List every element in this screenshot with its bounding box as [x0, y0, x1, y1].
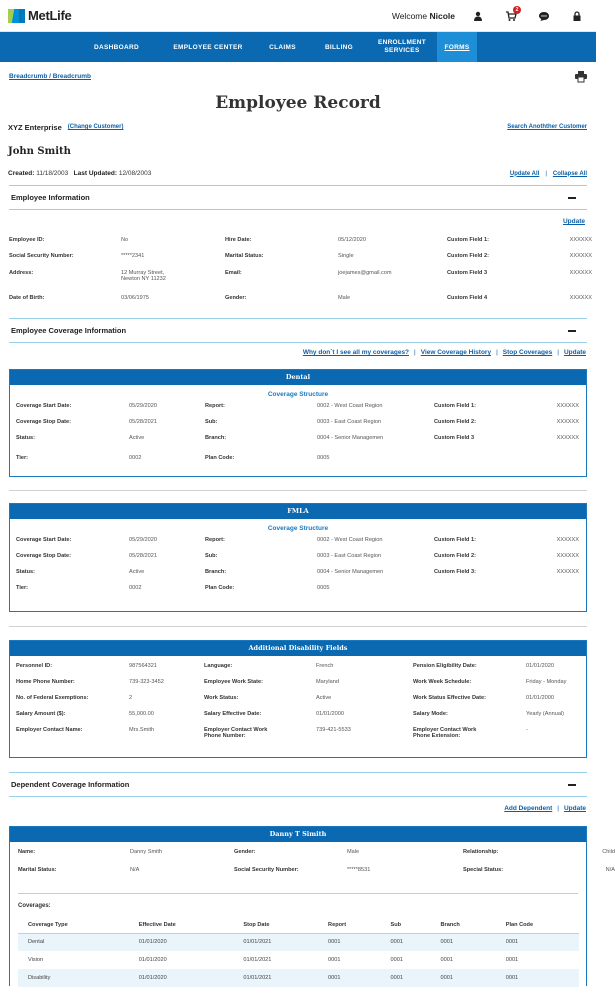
field-label: Marital Status:	[18, 867, 57, 873]
dental-card	[9, 369, 587, 477]
field-label: Coverage Start Date:	[16, 403, 72, 409]
table-cell: 0001	[431, 933, 496, 951]
field-value: 05/28/2021	[129, 419, 157, 425]
coverage-update-link[interactable]: Update	[563, 349, 586, 356]
field-label: Plan Code:	[205, 455, 235, 461]
field-label: Salary Effective Date:	[204, 711, 262, 717]
column-header: Sub	[380, 917, 430, 933]
table-cell: 0001	[390, 957, 403, 963]
field-label: Branch:	[205, 569, 227, 575]
field-label: Work Week Schedule:	[413, 679, 472, 685]
collapse-minus-icon[interactable]	[568, 784, 576, 786]
add-dependent-link[interactable]: Add Dependent	[504, 805, 553, 812]
field-label: No. of Federal Exemptions:	[16, 695, 89, 701]
dental-card-title: Dental	[10, 370, 586, 385]
field-value: 0002	[129, 455, 142, 461]
field-label: Plan Code:	[205, 585, 235, 591]
field-value: Active	[129, 435, 145, 441]
field-value: French	[316, 663, 334, 669]
coverages-label: Coverages:	[18, 903, 51, 909]
field-label: Coverage Stop Date:	[16, 553, 72, 559]
field-value: 0002	[129, 585, 142, 591]
table-cell: Vision	[28, 957, 44, 963]
nav-billing[interactable]: BILLING	[324, 43, 354, 51]
field-value: 987564321	[129, 663, 157, 669]
welcome-text	[392, 11, 455, 21]
table-cell: 0001	[328, 957, 341, 963]
field-value: XXXXXX	[569, 253, 592, 259]
field-value: 05/28/2021	[129, 553, 157, 559]
field-label: Special Status:	[463, 867, 504, 873]
table-row[interactable]	[18, 951, 579, 969]
employee-name: John Smith	[8, 146, 71, 157]
field-label: Report:	[205, 403, 225, 409]
field-label: Gender:	[225, 295, 247, 301]
dental-coverage-structure: Coverage Structure	[267, 391, 329, 398]
field-label: Address:	[9, 270, 34, 276]
field-value: Male	[338, 295, 351, 301]
field-label: Date of Birth:	[9, 295, 45, 301]
field-value: 0005	[317, 585, 330, 591]
page-title: Employee Record	[215, 93, 381, 113]
field-label: Status:	[16, 435, 35, 441]
table-cell: 01/01/2021	[233, 969, 318, 987]
table-row[interactable]	[18, 969, 579, 987]
fmla-card	[9, 503, 587, 612]
table-cell: 01/01/2021	[243, 957, 272, 963]
customer-name: XYZ Enterprise	[8, 122, 62, 132]
column-header: Effective Date	[129, 917, 234, 933]
table-cell: 0001	[496, 969, 579, 987]
lock-icon[interactable]	[572, 11, 582, 21]
table-cell: 0001	[496, 933, 579, 951]
field-label: Coverage Stop Date:	[16, 419, 72, 425]
fmla-card-title: FMLA	[10, 504, 586, 519]
table-cell: 0001	[380, 933, 430, 951]
field-value: 0005	[317, 455, 330, 461]
field-value: Male	[347, 849, 360, 855]
field-label: Language:	[204, 663, 233, 669]
top-bar	[0, 0, 596, 32]
field-value: 739-421-5533	[316, 727, 351, 733]
field-label: Custom Field 3	[447, 270, 488, 276]
search-customer-link[interactable]: Search Anothther Customer	[507, 124, 587, 130]
update-all-link[interactable]: Update All	[509, 170, 540, 177]
field-label: Marital Status:	[225, 253, 264, 259]
field-label: Employer Contact Name:	[16, 727, 83, 733]
field-label: Custom Field 1:	[434, 537, 476, 543]
table-cell: 0001	[380, 969, 430, 987]
field-value: XXXXXX	[556, 403, 579, 409]
field-label: Branch:	[205, 435, 227, 441]
field-value: 739-323-3452	[129, 679, 164, 685]
field-value: Active	[129, 569, 145, 575]
field-value: 01/01/2000	[316, 711, 344, 717]
field-value: 0003 - East Coast Region	[317, 419, 382, 425]
coverage-info-title: Employee Coverage Information	[11, 326, 127, 335]
field-label: Custom Field 3	[434, 435, 475, 441]
table-cell: 01/01/2020	[129, 933, 234, 951]
field-label: Custom Field 2:	[434, 553, 476, 559]
field-value: XXXXXX	[556, 419, 579, 425]
field-value: XXXXXX	[569, 237, 592, 243]
brand-logo[interactable]	[8, 8, 71, 23]
field-label: Sub:	[205, 419, 218, 425]
field-value: Single	[338, 253, 354, 259]
field-value: 0004 - Senior Managemen	[317, 435, 384, 441]
dependent-info-header[interactable]	[9, 772, 587, 797]
column-header: Report	[318, 917, 380, 933]
column-header: Plan Code	[496, 917, 579, 933]
field-value: 12 Murray Street, Newton NY 11232	[121, 270, 166, 282]
field-value: N/A	[130, 867, 140, 873]
table-cell: 0001	[440, 957, 453, 963]
field-value: *****8531	[347, 867, 371, 873]
field-label: Coverage Start Date:	[16, 537, 72, 543]
field-value: XXXXXX	[556, 537, 579, 543]
field-label: Home Phone Number:	[16, 679, 75, 685]
brand-name: MetLife	[28, 8, 72, 23]
field-label: Pension Eligibility Date:	[413, 663, 477, 669]
field-label: Hire Date:	[225, 237, 252, 243]
table-cell: 0001	[431, 969, 496, 987]
created-label: Created:	[8, 170, 35, 177]
user-icon[interactable]	[473, 11, 483, 21]
nav-claims[interactable]: CLAIMS	[269, 43, 296, 51]
field-label: Custom Field 2:	[434, 419, 476, 425]
table-cell: 01/01/2021	[233, 933, 318, 951]
field-value: 05/29/2020	[129, 403, 157, 409]
disability-card-title: Additional Disability Fields	[10, 641, 586, 656]
breadcrumb[interactable]: Breadcrumb / Breadcrumb	[9, 72, 91, 80]
field-label: Custom Field 1:	[447, 237, 489, 243]
table-cell: 0001	[318, 969, 380, 987]
table-cell: 01/01/2020	[129, 969, 234, 987]
nav-enrollment-services[interactable]: ENROLLMENT SERVICES	[377, 38, 427, 54]
field-label: Work Status Effective Date:	[413, 695, 486, 701]
employee-info-title: Employee Information	[11, 193, 90, 202]
field-label: Report:	[205, 537, 225, 543]
field-label: Employee ID:	[9, 237, 45, 243]
field-label: Tier:	[16, 455, 29, 461]
nav-forms[interactable]: FORMS	[437, 32, 477, 62]
view-history-link[interactable]: View Coverage History	[420, 349, 492, 356]
field-label: Salary Amount ($):	[16, 711, 66, 717]
field-value	[544, 455, 579, 469]
field-label: Social Security Number:	[234, 867, 299, 873]
field-label: Relationship:	[463, 849, 499, 855]
field-value: 0003 - East Coast Region	[317, 553, 382, 559]
field-label: Custom Field 1:	[434, 403, 476, 409]
field-label: Work Status:	[204, 695, 239, 701]
field-label: Email:	[225, 270, 242, 276]
field-value: Mrs.Smith	[129, 727, 155, 733]
field-value: Yearly (Annual)	[526, 711, 565, 717]
dependent-links: Add Dependent | Update	[504, 805, 586, 812]
employee-info-update-link[interactable]: Update	[562, 218, 585, 225]
collapse-minus-icon[interactable]	[568, 197, 576, 199]
disability-card	[9, 640, 587, 758]
chat-icon[interactable]	[539, 11, 549, 21]
nav-employee-center[interactable]: EMPLOYEE CENTER	[173, 43, 243, 51]
last-updated-value: 12/08/2003	[118, 170, 152, 177]
coverage-info-header[interactable]	[9, 318, 587, 343]
field-value: 01/01/2020	[526, 663, 554, 669]
table-cell: 0001	[505, 957, 519, 963]
print-icon[interactable]	[575, 71, 587, 82]
field-label: Sub:	[205, 553, 218, 559]
field-label: Custom Field 2:	[447, 253, 489, 259]
employee-info-header[interactable]	[9, 185, 587, 210]
column-header: Coverage Type	[18, 917, 129, 933]
table-row[interactable]	[18, 933, 579, 951]
field-label: Employer Contact Work Phone Extension:	[413, 727, 477, 739]
column-header: Branch	[431, 917, 496, 933]
field-label	[434, 585, 544, 601]
created-value: 11/18/2003	[36, 170, 69, 177]
last-updated-label: Last Updated:	[73, 170, 118, 177]
field-value: N/A	[605, 867, 615, 873]
field-value: *****2341	[121, 253, 145, 259]
collapse-minus-icon[interactable]	[568, 330, 576, 332]
welcome-prefix: Welcome	[391, 10, 428, 21]
field-label: Employer Contact Work Phone Number:	[204, 727, 268, 739]
field-label: Employee Work State:	[204, 679, 263, 685]
field-value: -	[526, 727, 528, 733]
field-value: XXXXXX	[556, 569, 579, 575]
field-label: Status:	[16, 569, 35, 575]
main-nav	[0, 32, 596, 62]
coverage-links: Why don`t I see all my coverages? | View Coverage History | Stop Coverages | Update	[302, 349, 586, 356]
dependent-card	[9, 826, 615, 986]
field-value	[544, 585, 579, 601]
field-label: Name:	[18, 849, 36, 855]
field-label: Salary Mode:	[413, 711, 448, 717]
field-label: Custom Field 3:	[434, 569, 476, 575]
cart-icon[interactable]	[506, 6, 519, 21]
field-label: Custom Field 4	[447, 295, 488, 301]
field-value: 01/01/2000	[526, 695, 554, 701]
field-value: joejames@gmail.com	[338, 270, 392, 276]
dependent-update-link[interactable]: Update	[563, 805, 586, 812]
collapse-all-link[interactable]: Collapse All	[552, 170, 587, 177]
stop-coverages-link[interactable]: Stop Coverages	[502, 349, 553, 356]
field-label: Personnel ID:	[16, 663, 53, 669]
field-value: 05/29/2020	[129, 537, 157, 543]
column-header: Stop Date	[233, 917, 318, 933]
dependent-info-title: Dependent Coverage Information	[11, 780, 130, 789]
table-cell: 01/01/2020	[138, 957, 167, 963]
logo-mark-icon	[8, 9, 25, 23]
cart-badge: 2	[513, 6, 521, 14]
field-value: 55,000.00	[129, 711, 154, 717]
field-value: 2	[129, 695, 133, 701]
field-value: 0004 - Senior Managemen	[317, 569, 384, 575]
field-value: XXXXXX	[569, 295, 592, 301]
field-value: XXXXXX	[569, 270, 592, 276]
dependent-card-title: Danny T Simith	[10, 827, 586, 842]
field-value: Maryland	[316, 679, 340, 685]
field-value: 0002 - West Coast Region	[317, 537, 383, 543]
field-value: Active	[316, 695, 332, 701]
field-value: 0002 - West Coast Region	[317, 403, 383, 409]
user-name: Nicole	[429, 10, 455, 21]
employee-info-grid	[0, 237, 596, 312]
table-cell: 0001	[318, 933, 380, 951]
table-cell: Disability	[18, 969, 129, 987]
field-value: Child	[602, 849, 615, 855]
field-label: Social Security Number:	[9, 253, 74, 259]
table-cell: Dental	[18, 933, 129, 951]
field-value: Friday - Monday	[526, 679, 567, 685]
field-value: No	[121, 237, 129, 243]
nav-dashboard[interactable]: DASHBOARD	[94, 43, 139, 51]
field-value: XXXXXX	[556, 435, 579, 441]
field-value: XXXXXX	[556, 553, 579, 559]
field-value: Danny Smith	[130, 849, 163, 855]
field-value: 03/06/1975	[121, 295, 149, 301]
change-customer-link[interactable]: (Change Customer)	[67, 124, 124, 130]
fmla-coverage-structure: Coverage Structure	[267, 525, 329, 532]
field-label: Gender:	[234, 849, 256, 855]
field-label	[434, 455, 544, 469]
field-value: 05/12/2020	[338, 237, 366, 243]
field-label: Tier:	[16, 585, 29, 591]
why-coverages-link[interactable]: Why don`t I see all my coverages?	[302, 349, 410, 356]
coverages-table	[18, 917, 579, 987]
